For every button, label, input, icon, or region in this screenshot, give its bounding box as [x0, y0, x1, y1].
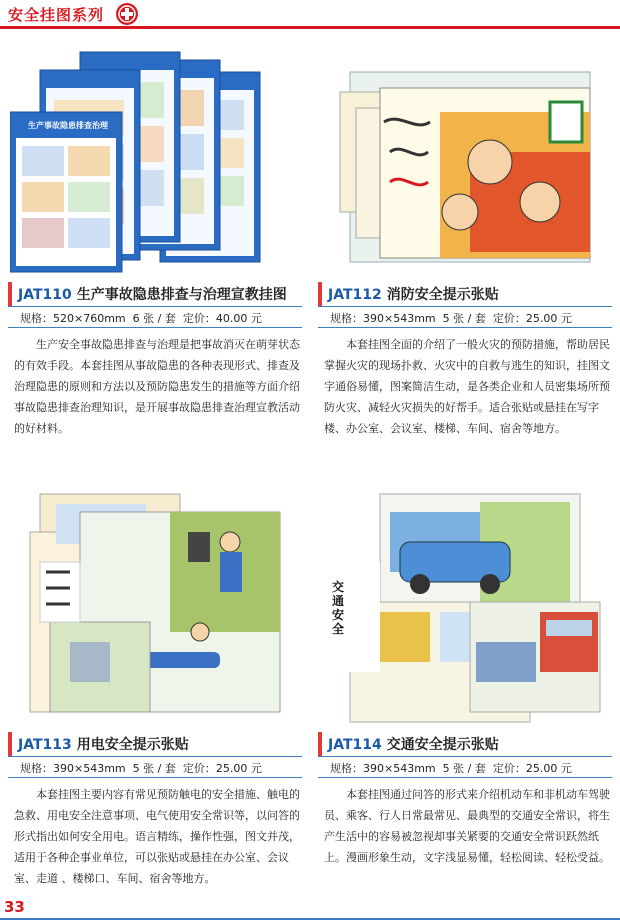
product-name: 交通安全提示张贴: [386, 737, 499, 753]
heading-accent-bar: [8, 732, 12, 756]
product-card-jat113: [4, 488, 304, 923]
product-description: 本套挂图全面的介绍了一般火灾的预防措施，帮助居民掌握火灾的现场扑救、火灾中的自救与逃生的知识，挂图文字通俗易懂，图案简洁生动，是各类企业和人员密集场所预防火灾、减轻火灾损失的好帮手。适合张贴或悬挂在写字楼、办公室、会议室、楼梯、车间、宿舍等地方。: [324, 338, 610, 435]
product-spec: [330, 760, 579, 776]
product-image-posters: [10, 42, 300, 276]
header-rule: [0, 26, 620, 29]
poster-title-label: 生产事故隐患排查治理: [28, 121, 108, 130]
product-image-electric-posters: [10, 492, 300, 726]
product-count: 6 张 / 套: [132, 312, 176, 325]
product-count: 5 张 / 套: [442, 312, 486, 325]
product-description: 生产安全事故隐患排查与治理是把事故消灭在萌芽状态的有效手段。本套挂图从事故隐患的各种表现形式、排查及治理隐患的原则和方法以及预防隐患发生的措施等方面介绍事故隐患排查治理知识，是开展事故隐患排查治理宣教活动的好材料。: [14, 338, 300, 435]
product-price: 定价：40.00 元: [182, 312, 262, 325]
product-spec: [330, 310, 579, 326]
product-size: 规格：390×543mm: [330, 312, 436, 325]
product-size: 规格：390×543mm: [330, 762, 436, 775]
heading-accent-bar: [8, 282, 12, 306]
product-card-jat110: [4, 38, 304, 478]
product-heading: [318, 282, 612, 306]
product-heading: [8, 282, 302, 306]
safety-cross-logo: [116, 3, 138, 25]
product-image-traffic-posters: [320, 492, 610, 726]
page-number: 33: [4, 898, 25, 916]
product-count: 5 张 / 套: [132, 762, 176, 775]
heading-accent-bar: [318, 732, 322, 756]
product-name: 生产事故隐患排查与治理宣教挂图: [76, 287, 287, 303]
product-name: 消防安全提示张贴: [386, 287, 499, 303]
product-card-jat112: [314, 38, 614, 478]
product-code: JAT110: [18, 287, 72, 303]
product-code: JAT114: [328, 737, 382, 753]
footer-rule: [0, 918, 620, 920]
product-price: 定价：25.00 元: [492, 762, 572, 775]
product-price: 定价：25.00 元: [182, 762, 262, 775]
product-heading: [318, 732, 612, 756]
product-size: 规格：390×543mm: [20, 762, 126, 775]
poster-title-label: 交通安全: [332, 580, 345, 636]
product-spec: [20, 760, 269, 776]
product-code: JAT113: [18, 737, 72, 753]
heading-accent-bar: [318, 282, 322, 306]
product-description: 本套挂图主要内容有常见预防触电的安全措施、触电的急救、用电安全注意事项、电气使用安全常识等，以问答的形式指出如何安全用电。语言精练，操作性强，图文并茂，适用于各种企事业单位，可以张贴或悬挂在办公室、会议室、走道 、楼梯口、车间、宿舍等地方。: [14, 788, 300, 885]
product-code: JAT112: [328, 287, 382, 303]
product-size: 规格：520×760mm: [20, 312, 126, 325]
product-name: 用电安全提示张贴: [76, 737, 189, 753]
product-spec: [20, 310, 269, 326]
product-description: 本套挂图通过问答的形式来介绍机动车和非机动车驾驶员、乘客、行人日常最常见、最典型的交通安全常识，将生产生活中的容易被忽视却事关紧要的交通安全常识跃然纸上。漫画形象生动，文字浅显易懂，轻松阅读、轻松受益。: [324, 788, 610, 864]
product-price: 定价：25.00 元: [492, 312, 572, 325]
product-count: 5 张 / 套: [442, 762, 486, 775]
product-image-fire-posters: [320, 42, 610, 276]
product-card-jat114: [314, 488, 614, 923]
series-title: 安全挂图系列: [8, 6, 105, 24]
product-heading: [8, 732, 302, 756]
